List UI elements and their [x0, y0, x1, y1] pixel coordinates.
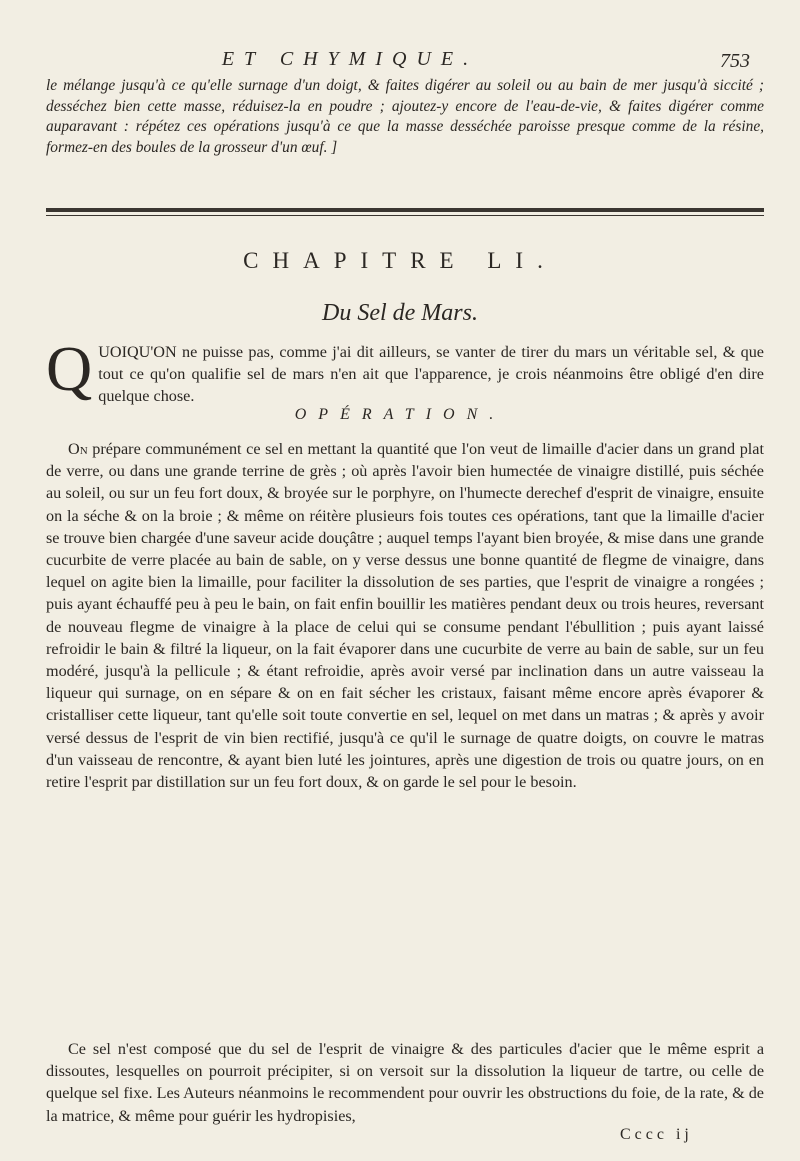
page-number: 753: [720, 50, 750, 72]
drop-cap: Q: [46, 333, 93, 404]
opening-paragraph: [46, 333, 764, 408]
operation-heading: OPÉRATION.: [294, 406, 506, 423]
chapter-heading: CHAPITRE LI.: [243, 248, 557, 273]
operation-text: prépare communément ce sel en mettant la quantité que l'on veut de limaille d'acier dans un grand plat de verre, ou dans une grande terrine de grès ; où après l'avoir bien humectée de vinaigre distillé, puis séchée au soleil, ou sur un feu fort doux, & broyée sur le porphyre, on l'humecte derechef d'esprit de vinaigre, ensuite on la séche & on la broie ; & même on réitère plusieurs fois toutes ces opérations, tant que la limaille d'acier se trouve bien chargée d'une saveur acide douçâtre ; auquel temps l'ayant bien broyée, & mise dans une grande cucurbite de verre placée au bain de sable, on y verse dessus une bonne quantité de flegme de vinaigre, dans lequel on agite bien la limaille, pour faciliter la dissolution de ses parties, que l'esprit de vinaigre a rongées ; puis ayant échauffé peu à peu le bain, on fait enfin bouillir les matières pendant deux ou trois heures, reversant de nouveau flegme de vinaigre à la place de celui qui se consume pendant l'ébullition ; puis ayant laissé refroidir le bain & filtré la liqueur, on la fait évaporer dans une cucurbite de verre au bain de sable, sur un feu modéré, jusqu'à la pellicule ; & étant refroidie, après avoir versé par inclination dans un autre vaisseau la liqueur qui surnage, on en sépare & on en fait sécher les cristaux, faisant même encore après évaporer & cristalliser cette liqueur, tant qu'elle soit toute convertie en sel, lequel on met dans un matras ; & après y avoir versé dessus de l'esprit de vin bien rectifié, jusqu'à ce qu'il le surnage de quatre doigts, on couvre le matras d'un vaisseau de rencontre, & ayant bien luté les jointures, après une digestion de trois ou quatre jours, on en retire l'esprit par distillation sur un feu fort doux, & on garde le sel pour le besoin.: [46, 440, 764, 792]
operation-lead-word: On: [68, 440, 88, 458]
running-title: ET CHYMIQUE.: [221, 48, 479, 70]
remark-paragraph: Ce sel n'est composé que du sel de l'esprit de vinaigre & des particules d'acier que le même esprit a dissoutes, lesquelles on pourroit précipiter, si on versoit sur la dissolution la liqueur de tartre, ou celle de quelque sel fixe. Les Auteurs néanmoins le recommendent pour ouvrir les obstructions du foie, de la rate, & de la matrice, & même pour guérir les hydropisies,: [46, 1040, 764, 1125]
running-header: [0, 46, 800, 76]
signature-mark: Cccc ij: [620, 1126, 693, 1143]
opening-first-word: UOIQU'ON: [98, 343, 177, 361]
operation-paragraph: [46, 438, 764, 793]
intro-note: le mélange jusqu'à ce qu'elle surnage d'un doigt, & faites digérer au soleil ou au bain de mer jusqu'à siccité ; desséchez bien cette masse, réduisez-la en poudre ; ajoutez-y encore de l'eau-de-vie, & faites digérer comme auparavant : répétez ces opérations jusqu'à ce que la masse desséchée paroisse presque comme de la résine, formez-en des boules de la grosseur d'un œuf. ]: [46, 77, 764, 156]
opening-text: ne puisse pas, comme j'ai dit ailleurs, se vanter de tirer du mars un véritable sel, & que tout ce qu'on qualifie sel de mars n'en ait que l'apparence, je crois néanmoins être obligé d'en dire quelque chose.: [98, 343, 764, 406]
thick-rule: [46, 208, 764, 212]
thin-rule: [46, 215, 764, 216]
chapter-subtitle: Du Sel de Mars.: [322, 300, 478, 326]
